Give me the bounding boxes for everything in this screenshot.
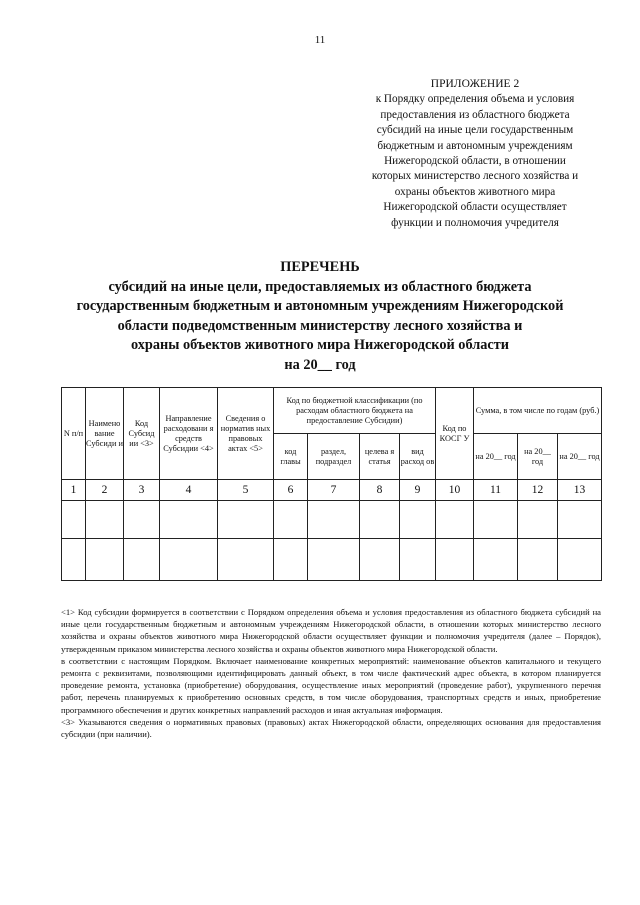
table-cell (558, 539, 602, 581)
appendix-line: которых министерство лесного хозяйства и (371, 170, 579, 183)
column-number: 12 (518, 480, 558, 501)
footnote-1: <1> Код субсидии формируется в соответствии с Порядком определения объема и условия предоставления из областного бюджета субсидий на иные цели государственным бюджетным и автономным учреждениям Нижегородской области, в отношении которых министерство лесного хозяйства и охраны объектов животного мира Нижегородской области осуществляет функции и полномочия учредителя (далее – Порядок), утвержденным приказом министерства лесного хозяйства и охраны объектов животного мира Нижегородской области. (61, 607, 601, 654)
sub-header-year-2: на 20__ год (518, 434, 558, 480)
table-cell (360, 501, 400, 539)
column-number: 9 (400, 480, 436, 501)
appendix-line: предоставления из областного бюджета (380, 108, 570, 121)
col-header-kosgu: Код по КОСГ У (436, 388, 474, 480)
appendix-block (340, 77, 610, 231)
column-number: 3 (124, 480, 160, 501)
col-header-sum: Сумма, в том числе по годам (руб.) (474, 388, 602, 434)
column-number: 6 (274, 480, 308, 501)
table-cell (474, 539, 518, 581)
table-cell (360, 539, 400, 581)
appendix-title: ПРИЛОЖЕНИЕ 2 (430, 78, 520, 90)
column-number: 10 (436, 480, 474, 501)
column-number: 4 (160, 480, 218, 501)
document-heading (50, 258, 590, 376)
col-header-budget-classification: Код по бюджетной классификации (по расходам областного бюджета на предоставление Субсидии) (274, 388, 436, 434)
appendix-line: субсидий на иные цели государственным (376, 124, 574, 137)
page-number: 11 (314, 34, 326, 46)
table-cell (400, 539, 436, 581)
table-cell (160, 501, 218, 539)
col-header-direction: Направление расходовани я средств Субсидии <4> (160, 388, 218, 480)
table-row (62, 501, 602, 539)
heading-line: государственным бюджетным и автономным учреждениям Нижегородской (76, 298, 564, 315)
table-cell (518, 501, 558, 539)
sub-header-expense: вид расход ов (400, 434, 436, 480)
column-number: 1 (62, 480, 86, 501)
column-number: 11 (474, 480, 518, 501)
table-cell (62, 501, 86, 539)
column-number: 13 (558, 480, 602, 501)
appendix-line: бюджетным и автономным учреждениям (377, 139, 573, 152)
heading-line: области подведомственным министерству лесного хозяйства и (117, 317, 523, 334)
footnote-3: <3> Указываются сведения о нормативных правовых (правовых) актах Нижегородской области, определяющих основания для предоставления субсидии (при наличии). (61, 716, 601, 740)
table-cell (124, 539, 160, 581)
appendix-line: Нижегородской области, в отношении (384, 155, 566, 168)
col-header-name: Наимено вание Субсиди и (86, 388, 124, 480)
sub-header-target: целева я статья (360, 434, 400, 480)
column-number: 7 (308, 480, 360, 501)
table-row (62, 539, 602, 581)
table-cell (518, 539, 558, 581)
sub-header-chapter: код главы (274, 434, 308, 480)
table-cell (308, 501, 360, 539)
table-cell (474, 501, 518, 539)
table-cell (86, 539, 124, 581)
sub-header-year-3: на 20__ год (558, 434, 602, 480)
heading-line: охраны объектов животного мира Нижегородской области (130, 337, 510, 354)
table-cell (274, 501, 308, 539)
appendix-line: к Порядку определения объема и условия (375, 93, 575, 106)
table-cell (436, 501, 474, 539)
col-header-acts: Сведения о норматив ных правовых актах <5> (218, 388, 274, 480)
table-cell (160, 539, 218, 581)
table-cell (558, 501, 602, 539)
sub-header-year-1: на 20__ год (474, 434, 518, 480)
table-cell (124, 501, 160, 539)
table-cell (274, 539, 308, 581)
table-cell (86, 501, 124, 539)
appendix-line: функции и полномочия учредителя (391, 216, 559, 229)
heading-line: на 20__ год (284, 356, 356, 373)
table-cell (400, 501, 436, 539)
column-number: 2 (86, 480, 124, 501)
table-cell (218, 539, 274, 581)
footnotes (61, 606, 601, 740)
table-cell (62, 539, 86, 581)
sub-header-section: раздел, подраздел (308, 434, 360, 480)
column-number: 5 (218, 480, 274, 501)
appendix-line: Нижегородской области осуществляет (383, 201, 567, 214)
col-header-n: N п/п (62, 388, 86, 480)
footnote-2: в соответствии с настоящим Порядком. Включает наименование конкретных мероприятий: наименование объектов капитального и текущего ремонта с реквизитами, позволяющими идентифицировать данный объект, в том числе фактический адрес объекта, в котором планируется проведение ремонта, установка (приобретение) оборудования, осуществление иных мероприятий (проведение работ), укрупненного перечня работ, перечень планируемых к приобретению основных средств, в том числе оборудования, транспортных средств и иных, приобретение программного обеспечения и других конкретных направлений расходов и иная актуальная информация. (61, 655, 601, 715)
col-header-code: Код Субсид ии <3> (124, 388, 160, 480)
subsidies-table (61, 387, 602, 581)
heading-line: субсидий на иные цели, предоставляемых из областного бюджета (108, 278, 532, 295)
table-cell (218, 501, 274, 539)
table-cell (436, 539, 474, 581)
table-cell (308, 539, 360, 581)
appendix-line: охраны объектов животного мира (394, 185, 556, 198)
heading-title: ПЕРЕЧЕНЬ (280, 259, 360, 275)
column-number: 8 (360, 480, 400, 501)
